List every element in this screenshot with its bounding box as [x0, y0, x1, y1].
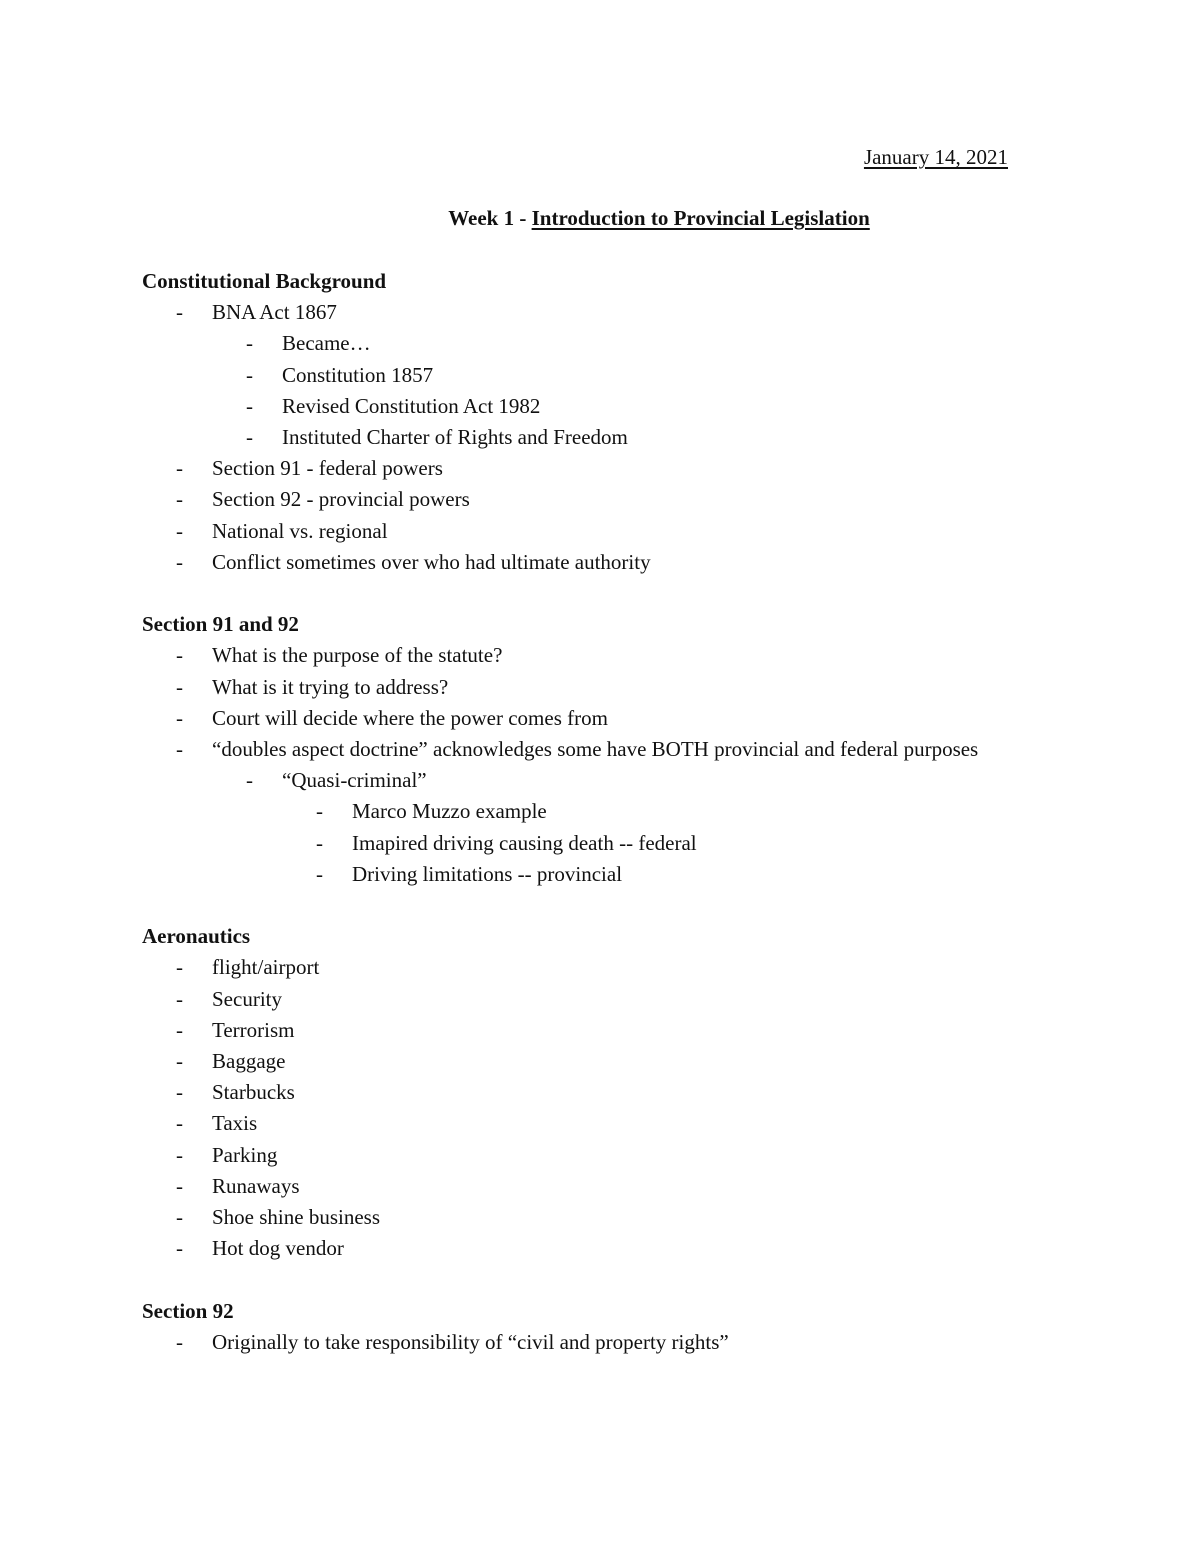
bullet-list — [142, 952, 1012, 1264]
bullet-item — [142, 328, 1012, 359]
bullet-text: Shoe shine business — [212, 1205, 380, 1230]
document-date: January 14, 2021 — [863, 145, 1008, 169]
bullet-text: Instituted Charter of Rights and Freedom — [282, 425, 628, 449]
bullet-text: Originally to take responsibility of “civil and property rights” — [212, 1329, 729, 1354]
bullet-text: Security — [212, 986, 282, 1011]
dash-bullet-marker: - — [176, 674, 183, 699]
bullet-item — [142, 391, 1012, 422]
bullet-item — [142, 297, 1012, 328]
dash-bullet-marker: - — [246, 331, 253, 356]
dash-bullet-marker: - — [176, 1017, 183, 1042]
bullet-item — [142, 1171, 1012, 1202]
bullet-item — [142, 952, 1012, 983]
bullet-text: Hot dog vendor — [212, 1236, 344, 1261]
dash-bullet-marker: - — [176, 549, 183, 574]
section-heading: Aeronautics — [142, 924, 251, 949]
dash-bullet-marker: - — [246, 393, 253, 418]
dash-bullet-marker: - — [176, 643, 183, 668]
bullet-text: Marco Muzzo example — [352, 799, 547, 824]
bullet-item — [142, 453, 1012, 484]
dash-bullet-marker: - — [176, 1049, 183, 1073]
dash-bullet-marker: - — [176, 1329, 183, 1354]
dash-bullet-marker: - — [316, 861, 323, 886]
bullet-text: Constitution 1857 — [282, 362, 434, 387]
bullet-item — [142, 1233, 1012, 1264]
dash-bullet-marker: - — [316, 830, 323, 855]
bullet-list — [142, 640, 1012, 890]
title-main: Introduction to Provincial Legislation — [531, 206, 870, 230]
dash-bullet-marker: - — [176, 1173, 183, 1198]
bullet-text: “Quasi-criminal” — [282, 768, 427, 793]
bullet-list — [142, 297, 1012, 578]
section-heading: Constitutional Background — [142, 269, 387, 293]
bullet-item — [142, 640, 1012, 671]
dash-bullet-marker: - — [176, 518, 183, 543]
bullet-item — [142, 1046, 1012, 1077]
bullet-text: Section 91 - federal powers — [212, 456, 443, 481]
dash-bullet-marker: - — [176, 1111, 183, 1136]
bullet-text: BNA Act 1867 — [212, 300, 337, 325]
notes-section — [142, 266, 1012, 578]
bullet-item — [142, 1015, 1012, 1046]
bullet-item — [142, 828, 1012, 859]
bullet-item — [142, 360, 1012, 391]
dash-bullet-marker: - — [176, 986, 183, 1011]
bullet-item — [142, 1108, 1012, 1139]
document-title — [0, 204, 1200, 232]
dash-bullet-marker: - — [176, 487, 183, 512]
notes-section — [142, 1296, 1012, 1358]
bullet-text: Taxis — [212, 1111, 258, 1136]
bullet-text: Parking — [212, 1142, 278, 1167]
bullet-text: Baggage — [212, 1049, 286, 1073]
bullet-item — [142, 1140, 1012, 1171]
bullet-item — [142, 859, 1012, 890]
dash-bullet-marker: - — [176, 1142, 183, 1167]
bullet-text: Runaways — [212, 1173, 300, 1198]
bullet-item — [142, 516, 1012, 547]
dash-bullet-marker: - — [176, 705, 183, 730]
bullet-item — [142, 422, 1012, 453]
dash-bullet-marker: - — [176, 1205, 183, 1230]
bullet-item — [142, 703, 1012, 734]
bullet-text: Starbucks — [212, 1080, 295, 1105]
bullet-item — [142, 484, 1012, 515]
dash-bullet-marker: - — [246, 768, 253, 793]
dash-bullet-marker: - — [176, 955, 183, 980]
dash-bullet-marker: - — [176, 456, 183, 481]
bullet-item — [142, 1327, 1012, 1358]
bullet-text: Imapired driving causing death -- federal — [352, 830, 697, 855]
dash-bullet-marker: - — [176, 1236, 183, 1261]
bullet-text: Terrorism — [212, 1017, 295, 1042]
notes-body — [142, 266, 1012, 1358]
bullet-text: National vs. regional — [212, 518, 388, 543]
dash-bullet-marker: - — [246, 425, 253, 449]
bullet-item — [142, 984, 1012, 1015]
notes-section — [142, 921, 1012, 1264]
bullet-text: “doubles aspect doctrine” acknowledges some have BOTH provincial and federal purposes — [212, 737, 979, 761]
bullet-text: flight/airport — [212, 955, 320, 980]
bullet-item — [142, 672, 1012, 703]
dash-bullet-marker: - — [176, 1080, 183, 1105]
bullet-text: Revised Constitution Act 1982 — [282, 393, 541, 418]
bullet-text: Section 92 - provincial powers — [212, 487, 470, 512]
section-heading: Section 91 and 92 — [142, 612, 299, 637]
bullet-item — [142, 796, 1012, 827]
bullet-text: Conflict sometimes over who had ultimate authority — [212, 549, 651, 574]
dash-bullet-marker: - — [246, 362, 253, 387]
dash-bullet-marker: - — [176, 737, 183, 761]
bullet-text: What is the purpose of the statute? — [212, 643, 503, 668]
bullet-text: Became… — [282, 331, 371, 356]
bullet-item — [142, 765, 1012, 796]
dash-bullet-marker: - — [176, 300, 183, 325]
bullet-item — [142, 734, 1012, 765]
bullet-item — [142, 547, 1012, 578]
bullet-item — [142, 1077, 1012, 1108]
bullet-list — [142, 1327, 1012, 1358]
bullet-text: Court will decide where the power comes from — [212, 705, 608, 730]
bullet-text: Driving limitations -- provincial — [352, 861, 623, 886]
section-heading: Section 92 — [142, 1298, 234, 1323]
dash-bullet-marker: - — [316, 799, 323, 824]
bullet-item — [142, 1202, 1012, 1233]
title-prefix: Week 1 - — [448, 206, 532, 230]
bullet-text: What is it trying to address? — [212, 674, 449, 699]
notes-section — [142, 609, 1012, 890]
